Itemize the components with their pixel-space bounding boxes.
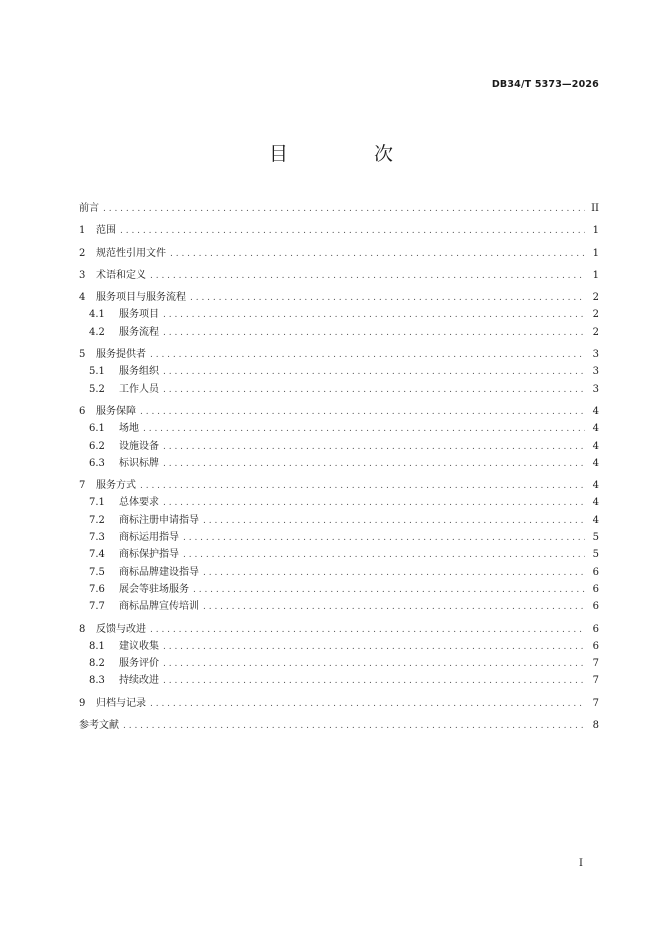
toc-entry[interactable] [79,420,599,437]
toc-entry-page: 3 [592,366,599,378]
toc-entry[interactable] [79,695,599,712]
toc-entry-number: 6.3 [89,457,105,469]
document-code: DB34/T 5373—2026 [491,79,599,90]
toc-leader-dots [163,656,585,673]
toc-entry-page: 4 [592,423,599,435]
toc-leader-dots [163,495,585,512]
toc-entry-label: 设施设备 [119,440,159,452]
toc-entry-label: 服务流程 [119,326,159,338]
toc-leader-dots [163,325,585,342]
toc-entry-page: 4 [592,497,599,509]
toc-entry[interactable] [79,363,599,380]
toc-entry-number: 7.6 [89,583,105,595]
toc-leader-dots [150,347,585,364]
toc-entry-label: 商标保护指导 [119,549,179,561]
toc-leader-dots [203,565,585,582]
toc-entry[interactable] [79,529,599,546]
toc-entry-page: II [591,203,599,214]
toc-entry-label: 商标品牌建设指导 [119,566,199,578]
toc-entry-number: 3 [79,269,86,281]
toc-entry[interactable] [79,324,599,341]
toc-entry-page: 8 [592,720,599,732]
toc-entry-page: 1 [592,269,599,281]
toc-entry[interactable] [79,306,599,323]
toc-entry-number: 6.2 [89,440,105,452]
toc-entry-number: 6 [79,405,86,417]
toc-entry-label: 服务项目 [119,309,159,321]
table-of-contents [79,200,599,734]
toc-leader-dots [163,639,585,656]
toc-entry-number: 5.1 [89,366,105,378]
toc-entry-page: 3 [592,349,599,361]
toc-entry[interactable] [79,267,599,284]
toc-entry-label: 术语和定义 [96,269,146,281]
toc-entry[interactable] [79,512,599,529]
toc-entry-label: 总体要求 [119,497,159,509]
toc-entry-number: 4.2 [89,326,105,338]
toc-leader-dots [123,718,585,735]
toc-leader-dots [140,478,585,495]
toc-entry[interactable] [79,455,599,472]
toc-entry-page: 1 [592,247,599,259]
toc-leader-dots [203,599,585,616]
toc-entry-label: 范围 [96,225,116,237]
toc-entry-label: 前言 [79,203,99,214]
toc-entry-page: 4 [592,405,599,417]
toc-entry-number: 4 [79,292,86,304]
toc-entry-label: 服务项目与服务流程 [96,292,186,304]
toc-entry[interactable] [79,403,599,420]
toc-entry-label: 归档与记录 [96,697,146,709]
toc-entry-label: 标识标牌 [119,457,159,469]
toc-entry[interactable] [79,581,599,598]
toc-entry-label: 规范性引用文件 [96,247,166,259]
toc-entry-page: 5 [592,532,599,544]
toc-entry-label: 服务组织 [119,366,159,378]
toc-entry[interactable] [79,289,599,306]
toc-entry-number: 7 [79,480,86,492]
toc-leader-dots [143,421,585,438]
toc-entry-label: 服务提供者 [96,349,146,361]
toc-entry-number: 6.1 [89,423,105,435]
toc-entry-label: 工作人员 [119,383,159,395]
toc-entry-label: 商标注册申请指导 [119,514,199,526]
toc-entry-page: 7 [592,675,599,687]
toc-entry-number: 7.1 [89,497,105,509]
toc-entry[interactable] [79,200,599,217]
toc-entry[interactable] [79,655,599,672]
toc-leader-dots [163,673,585,690]
toc-entry-page: 2 [592,309,599,321]
toc-leader-dots [150,622,585,639]
toc-entry-number: 8.1 [89,640,105,652]
toc-entry-number: 2 [79,247,86,259]
toc-entry-label: 服务保障 [96,405,136,417]
toc-entry-number: 7.4 [89,549,105,561]
toc-entry-number: 7.5 [89,566,105,578]
toc-entry-label: 建议收集 [119,640,159,652]
toc-entry-page: 4 [592,480,599,492]
toc-entry-page: 3 [592,383,599,395]
toc-leader-dots [193,582,585,599]
toc-entry[interactable] [79,381,599,398]
toc-entry[interactable] [79,222,599,239]
toc-entry-label: 展会等驻场服务 [119,583,189,595]
toc-entry[interactable] [79,494,599,511]
toc-entry[interactable] [79,672,599,689]
toc-entry[interactable] [79,717,599,734]
toc-entry-number: 8 [79,623,86,635]
toc-entry-number: 8.3 [89,675,105,687]
toc-leader-dots [120,223,585,240]
toc-entry[interactable] [79,346,599,363]
toc-entry-label: 商标运用指导 [119,532,179,544]
toc-entry-number: 5 [79,349,86,361]
toc-leader-dots [170,246,585,263]
toc-leader-dots [150,268,585,285]
toc-leader-dots [163,307,585,324]
toc-entry[interactable] [79,638,599,655]
toc-entry-page: 1 [592,225,599,237]
toc-leader-dots [150,696,585,713]
toc-entry[interactable] [79,477,599,494]
toc-entry[interactable] [79,598,599,615]
toc-entry-page: 5 [592,549,599,561]
toc-leader-dots [103,201,585,218]
toc-entry-number: 5.2 [89,383,105,395]
toc-entry[interactable] [79,438,599,455]
toc-entry-page: 4 [592,514,599,526]
toc-leader-dots [183,547,585,564]
toc-entry-number: 7.3 [89,532,105,544]
toc-entry-page: 4 [592,457,599,469]
toc-entry-number: 9 [79,697,86,709]
toc-leader-dots [163,364,585,381]
toc-leader-dots [183,530,585,547]
toc-leader-dots [163,382,585,399]
toc-entry-label: 参考文献 [79,720,119,732]
toc-entry-page: 4 [592,440,599,452]
toc-entry-label: 场地 [119,423,139,435]
toc-leader-dots [140,404,585,421]
toc-entry-page: 6 [592,640,599,652]
toc-entry-page: 2 [592,292,599,304]
page-number: I [579,858,583,869]
toc-entry-number: 8.2 [89,658,105,670]
toc-leader-dots [203,513,585,530]
toc-entry-label: 持续改进 [119,675,159,687]
toc-entry[interactable] [79,546,599,563]
toc-entry-label: 反馈与改进 [96,623,146,635]
toc-entry[interactable] [79,621,599,638]
toc-entry-number: 1 [79,225,86,237]
toc-entry-number: 7.7 [89,601,105,613]
toc-entry[interactable] [79,245,599,262]
toc-entry-page: 7 [592,697,599,709]
toc-entry-page: 2 [592,326,599,338]
toc-leader-dots [163,439,585,456]
toc-entry-label: 服务评价 [119,658,159,670]
toc-leader-dots [190,290,585,307]
toc-entry-page: 6 [592,601,599,613]
toc-entry-label: 服务方式 [96,480,136,492]
page-title: 目 次 [268,143,434,165]
toc-entry-page: 6 [592,566,599,578]
toc-entry-page: 7 [592,658,599,670]
toc-leader-dots [163,456,585,473]
toc-entry-page: 6 [592,583,599,595]
toc-entry-number: 7.2 [89,514,105,526]
toc-entry-page: 6 [592,623,599,635]
toc-entry-label: 商标品牌宣传培训 [119,601,199,613]
toc-entry-number: 4.1 [89,309,105,321]
toc-entry[interactable] [79,564,599,581]
